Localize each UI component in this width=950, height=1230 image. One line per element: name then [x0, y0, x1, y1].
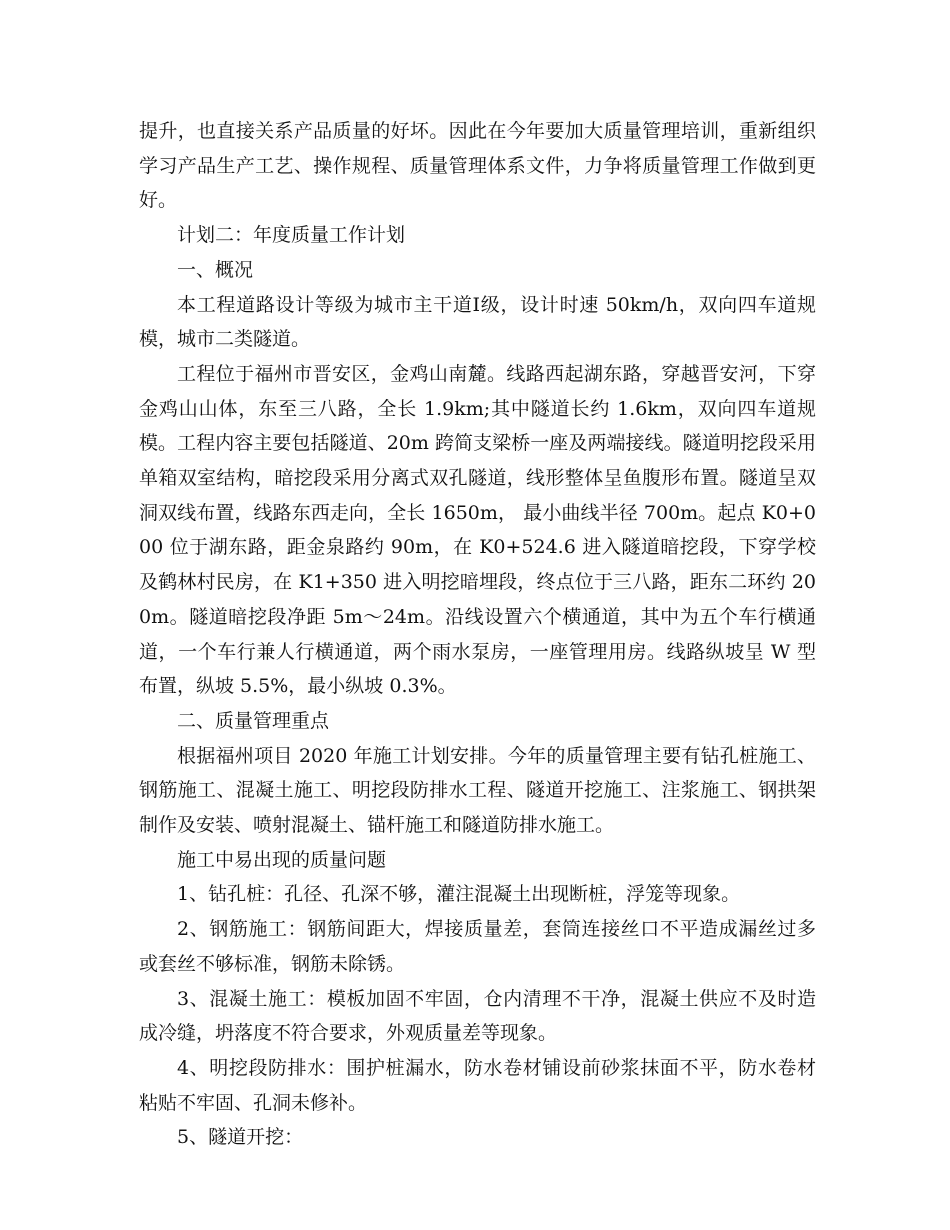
common-issues-heading: 施工中易出现的质量问题	[177, 848, 387, 871]
section-quality-focus-heading: 二、质量管理重点	[177, 709, 330, 732]
plan-two-heading: 计划二：年度质量工作计划	[177, 224, 406, 247]
paragraph-continuation: 提升，也直接关系产品质量的好坏。因此在今年要加大质量管理培训，重新组织学习产品生产工艺、操作规程、质量管理体系文件，力争将质量管理工作做到更好。	[139, 120, 816, 212]
list-item-tunnel-excavation: 5、隧道开挖：	[177, 1126, 304, 1149]
list-item-concrete: 3、混凝土施工：模板加固不牢固，仓内清理不干净，混凝土供应不及时造成冷缝，坍落度不符合要求，外观质量差等现象。	[139, 987, 816, 1045]
list-item-waterproofing: 4、明挖段防排水：围护桩漏水，防水卷材铺设前砂浆抹面不平，防水卷材粘贴不牢固、孔洞未修补。	[139, 1056, 816, 1114]
document-body	[139, 114, 816, 1155]
list-item-bored-pile: 1、钻孔桩：孔径、孔深不够，灌注混凝土出现断桩，浮笼等现象。	[177, 883, 741, 906]
list-item-rebar: 2、钢筋施工：钢筋间距大，焊接质量差，套筒连接丝口不平造成漏丝过多或套丝不够标准，钢筋未除锈。	[139, 918, 816, 975]
paragraph-road-grade: 本工程道路设计等级为城市主干道Ⅰ级，设计时速 50km/h，双向四车道规模，城市二类隧道。	[139, 293, 816, 351]
paragraph-project-location: 工程位于福州市晋安区，金鸡山南麓。线路西起湖东路，穿越晋安河，下穿金鸡山山体，东至三八路，全长 1.9km;其中隧道长约 1.6km，双向四车道规模。工程内容主要包括隧道、20m 跨简支梁桥一座及两端接线。隧道明挖段采用单箱双室结构，暗挖段采用分离式双孔隧道，线形整体呈鱼腹形布置。隧道呈双洞双线布置，线路东西走向，全长 1650m， 最小曲线半径 700m。起点 K0+000 位于湖东路，距金泉路约 90m，在 K0+524.6 进入隧道暗挖段，下穿学校及鹤林村民房，在 K1+350 进入明挖暗埋段，终点位于三八路，距东二环约 200m。隧道暗挖段净距 5m～24m。沿线设置六个横通道，其中为五个车行横通道，一个车行兼人行横通道，两个雨水泵房，一座管理用房。线路纵坡呈 W 型布置，纵坡 5.5%，最小纵坡 0.3%。	[139, 362, 816, 698]
section-overview-heading: 一、概况	[177, 258, 254, 281]
paragraph-construction-plan: 根据福州项目 2020 年施工计划安排。今年的质量管理主要有钻孔桩施工、钢筋施工、混凝土施工、明挖段防排水工程、隧道开挖施工、注浆施工、钢拱架制作及安装、喷射混凝土、锚杆施工和隧道防排水施工。	[139, 744, 816, 837]
